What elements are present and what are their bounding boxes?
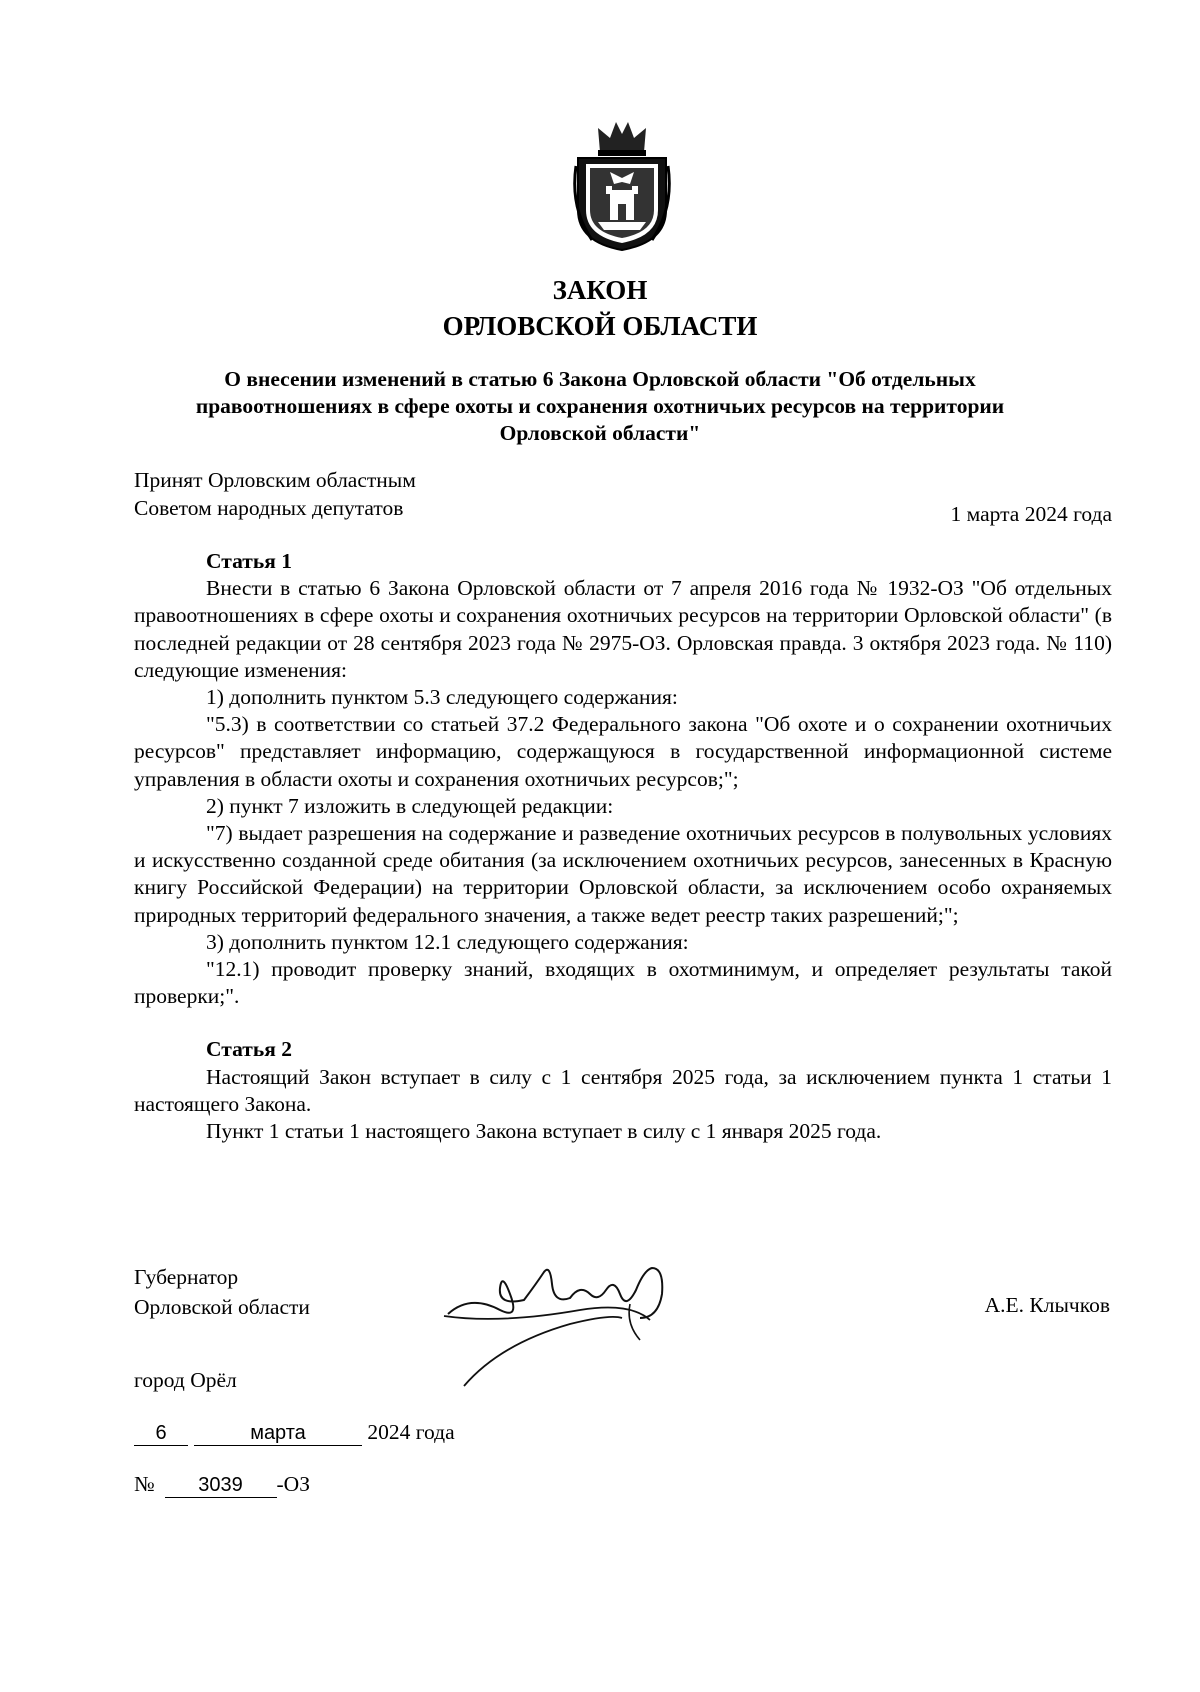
coat-of-arms-emblem — [570, 118, 674, 252]
article2-para2: Пункт 1 статьи 1 настоящего Закона вступает в силу с 1 января 2025 года. — [206, 1119, 882, 1144]
signer-position-line: Губернатор — [134, 1265, 239, 1289]
adoption-body — [134, 466, 416, 522]
law-number-value: 3039 — [165, 1473, 277, 1498]
subtitle-line: О внесении изменений в статью 6 Закона Орловской области "Об отдельных — [224, 367, 976, 391]
article1-item3: 3) дополнить пунктом 12.1 следующего содержания: — [206, 929, 689, 954]
signer-position-line: Орловской области — [134, 1295, 310, 1319]
article1-item2-text: "7) выдает разрешения на содержание и разведение охотничьих ресурсов в полувольных условиях и искусственно созданной среде обитания (за исключением охотничьих ресурсов, занесенных в Красную книгу Российской Федерации) на территории Орловской области, за исключением особо охраняемых природных территорий федерального значения, а также ведет реестр таких разрешений;"; — [134, 821, 1112, 927]
signing-year: 2024 года — [367, 1420, 455, 1444]
article1-intro: Внести в статью 6 Закона Орловской области от 7 апреля 2016 года № 1932-ОЗ "Об отдельных правоотношениях в сфере охоты и сохранения охотничьих ресурсов на территории Орловской области" (в последней редакции от 28 сентября 2023 года № 2975-ОЗ. Орловская правда. 3 октября 2023 года. № 110) следующие изменения: — [134, 576, 1112, 682]
adoption-date: 1 марта 2024 года — [950, 502, 1112, 526]
law-number — [134, 1472, 310, 1498]
subtitle-line: Орловской области" — [499, 421, 701, 445]
law-number-suffix: -ОЗ — [276, 1472, 310, 1496]
law-number-prefix: № — [134, 1472, 155, 1496]
signing-date — [134, 1420, 455, 1446]
article1-item2: 2) пункт 7 изложить в следующей редакции: — [206, 793, 614, 818]
adoption-line: Принят Орловским областным — [134, 468, 416, 492]
article2-para1: Настоящий Закон вступает в силу с 1 сентября 2025 года, за исключением пункта 1 статьи 1 настоящего Закона. — [134, 1064, 1112, 1116]
signer-name: А.Е. Клычков — [984, 1293, 1110, 1317]
adoption-line: Советом народных депутатов — [134, 496, 404, 520]
document-body — [134, 548, 1112, 1145]
signing-day: 6 — [134, 1421, 188, 1446]
signer-position — [134, 1262, 310, 1322]
article2-heading: Статья 2 — [206, 1037, 292, 1062]
subtitle-line: правоотношениях в сфере охоты и сохранения охотничьих ресурсов на территории — [195, 394, 1005, 418]
signing-city: город Орёл — [134, 1368, 237, 1392]
document-title-line1: ЗАКОН — [552, 275, 648, 305]
article1-item3-text: "12.1) проводит проверку знаний, входящих в охотминимум, и определяет результаты такой проверки;". — [134, 957, 1112, 1009]
article1-heading: Статья 1 — [206, 549, 292, 573]
handwritten-signature — [440, 1254, 690, 1394]
signing-month: марта — [194, 1421, 362, 1446]
article1-item1-text: "5.3) в соответствии со статьей 37.2 Федерального закона "Об охоте и о сохранении охотничьих ресурсов" представляет информацию, содержащуюся в государственной информационной системе управления в области охоты и сохранения охотничьих ресурсов;"; — [134, 712, 1112, 791]
article1-item1: 1) дополнить пунктом 5.3 следующего содержания: — [206, 685, 678, 710]
document-subtitle — [140, 366, 1060, 447]
spacer — [134, 1010, 1112, 1036]
document-title-line2: ОРЛОВСКОЙ ОБЛАСТИ — [442, 311, 758, 341]
